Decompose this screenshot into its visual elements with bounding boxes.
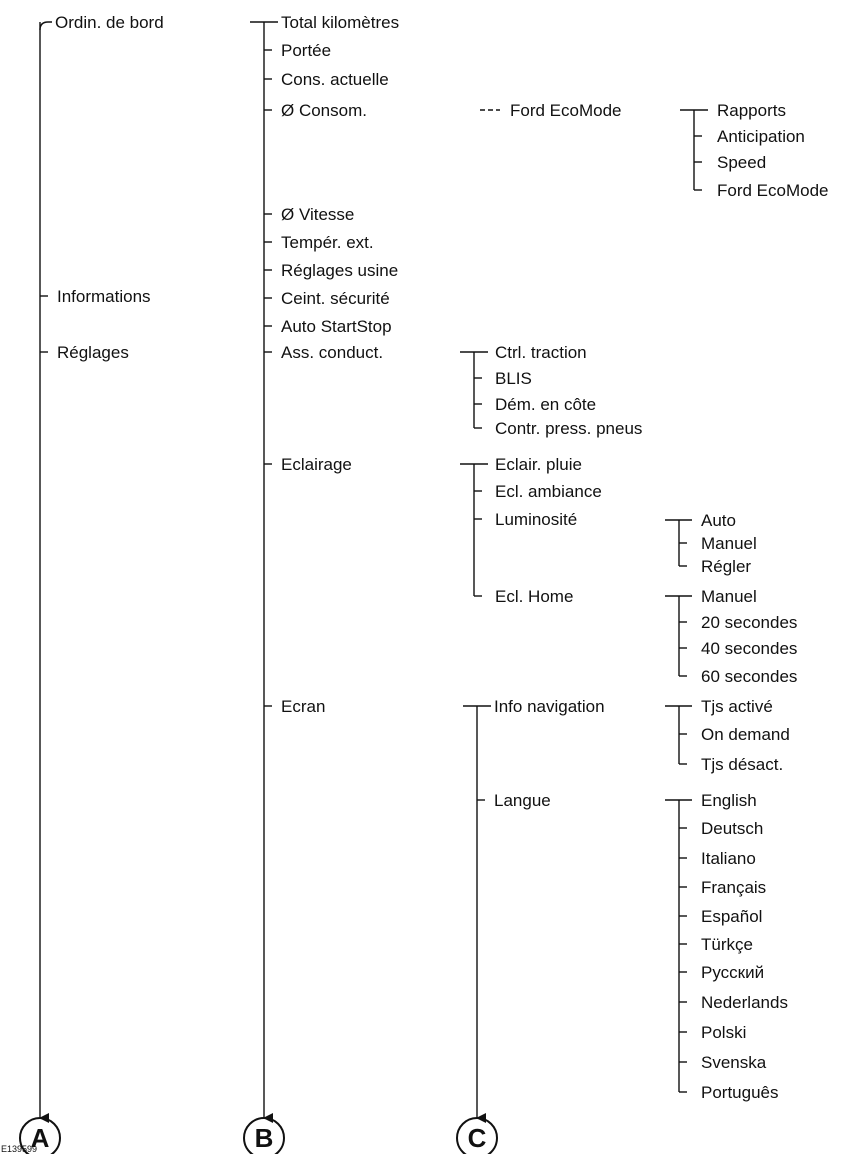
b-item-temper: Tempér. ext. (281, 233, 374, 252)
b-item-cons-actuelle: Cons. actuelle (281, 70, 389, 89)
consom-item-ecomode: Ford EcoMode (510, 101, 622, 120)
ass-item-contr-press: Contr. press. pneus (495, 419, 643, 438)
home-item-60s: 60 secondes (701, 667, 798, 686)
lum-item-regler: Régler (701, 557, 752, 576)
b-item-consom: Ø Consom. (281, 101, 367, 120)
a-item-ordin: Ordin. de bord (55, 13, 164, 32)
ecl-item-pluie: Eclair. pluie (495, 455, 582, 474)
b-item-eclairage: Eclairage (281, 455, 352, 474)
home-item-40s: 40 secondes (701, 639, 798, 658)
lang-item-russian: Русский (701, 963, 765, 982)
lang-item-italiano: Italiano (701, 849, 756, 868)
ecomode-item-ford-ecomode: Ford EcoMode (717, 181, 829, 200)
home-item-20s: 20 secondes (701, 613, 798, 632)
home-item-manuel: Manuel (701, 587, 757, 606)
b-item-portee: Portée (281, 41, 332, 60)
lang-item-espanol: Español (701, 907, 763, 926)
ecran-item-langue: Langue (494, 791, 551, 810)
lang-item-nederlands: Nederlands (701, 993, 788, 1012)
lang-item-english: English (701, 791, 757, 810)
a-item-reglages: Réglages (57, 343, 129, 362)
ecomode-item-rapports: Rapports (717, 101, 786, 120)
lang-item-turkce: Türkçe (701, 935, 753, 954)
info-item-active: Tjs activé (701, 697, 773, 716)
b-item-ecran: Ecran (281, 697, 326, 716)
marker-c-label: C (467, 1123, 487, 1153)
ass-item-blis: BLIS (495, 369, 532, 388)
figure-code: E139599 (1, 1144, 38, 1154)
b-item-auto-startstop: Auto StartStop (281, 317, 392, 336)
lum-item-manuel: Manuel (701, 534, 757, 553)
ecomode-item-anticipation: Anticipation (717, 127, 805, 146)
lang-item-polski: Polski (701, 1023, 747, 1042)
b-item-ceint: Ceint. sécurité (281, 289, 390, 308)
marker-b-label: B (254, 1123, 274, 1153)
lang-item-svenska: Svenska (701, 1053, 767, 1072)
b-item-vitesse: Ø Vitesse (281, 205, 355, 224)
ecl-item-home: Ecl. Home (495, 587, 574, 606)
ecl-item-ambiance: Ecl. ambiance (495, 482, 602, 501)
ecomode-item-speed: Speed (717, 153, 767, 172)
b-item-total-km: Total kilomètres (281, 13, 400, 32)
info-item-ondemand: On demand (701, 725, 790, 744)
ass-item-dem-cote: Dém. en côte (495, 395, 597, 414)
lum-item-auto: Auto (701, 511, 736, 530)
a-item-informations: Informations (57, 287, 151, 306)
ass-item-ctrl-traction: Ctrl. traction (495, 343, 587, 362)
b-item-ass-conduct: Ass. conduct. (281, 343, 384, 362)
marker-a-label: A (30, 1123, 50, 1153)
lang-item-deutsch: Deutsch (701, 819, 764, 838)
lang-item-portugues: Português (701, 1083, 779, 1102)
ecran-item-info-nav: Info navigation (494, 697, 605, 716)
lang-item-francais: Français (701, 878, 767, 897)
tick-ordin (40, 22, 52, 30)
info-item-desact: Tjs désact. (701, 755, 784, 774)
ecl-item-luminosite: Luminosité (495, 510, 578, 529)
b-item-usine: Réglages usine (281, 261, 399, 280)
